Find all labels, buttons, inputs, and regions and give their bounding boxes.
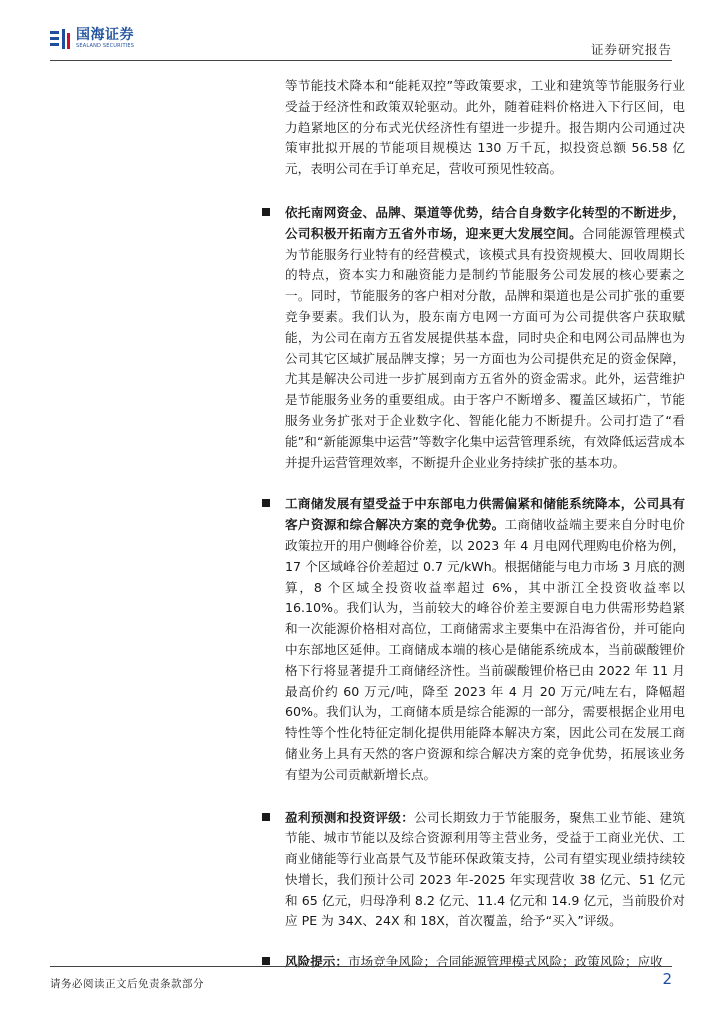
section-southern-grid <box>285 203 685 473</box>
section-heading: 盈利预测和投资评级： <box>285 809 415 825</box>
section-body: 公司长期致力于节能服务，聚焦工业节能、建筑节能、城市节能以及综合资源利用等主营业务，受益于工商业光伏、工商业储能等行业高景气及节能环保政策支持，公司有望实现业绩持续较快增长，我们预计公司 2023 年-2025 年实现营收 38 亿元、51 亿元和 65 亿元，归母净利 8.2 亿元、11.4 亿元和 14.9 亿元，当前股价对应 PE 为 34X、24X 和 18X，首次覆盖，给予“买入”评级。 <box>285 809 686 929</box>
footer-divider <box>50 966 672 967</box>
document-type-label: 证券研究报告 <box>590 42 672 57</box>
section-body: 工商储收益端主要来自分时电价政策拉开的用户侧峰谷价差，以 2023 年 4 月电网代理购电价格为例，17 个区域峰谷价差超过 0.7 元/kWh。根据储能与电力市场 3 月底的测算，8 个区域全投资收益率超过 6%，其中浙江全投资收益率以 16.10%。我们认为，当前较大的峰谷价差主要源自电力供需形势趋紧和一次能源价格相对高位，工商储需求主要集中在沿海省份，并可能向中东部地区延伸。工商储成本端的核心是储能系统成本，当前碳酸锂价格下行将显著提升工商储经济性。当前碳酸锂价格已由 2022 年 11 月最高价约 60 万元/吨，降至 2023 年 4 月 20 万元/吨左右，降幅超 60%。我们认为，工商储本质是综合能源的一部分，需要根据企业用电特性等个性化特征定制化提供用能降本解决方案，因此公司在发展工商储业务上具有天然的客户资源和综合解决方案的竞争优势，拓展该业务有望为公司贡献新增长点。 <box>285 517 686 782</box>
intro-paragraph: 等节能技术降本和“能耗双控”等政策要求，工业和建筑等节能服务行业受益于经济性和政策双轮驱动。此外，随着硅料价格进入下行区间，电力趋紧地区的分布式光伏经济性有望进一步提升。报告期内公司通过决策审批拟开展的节能项目规模达 130 万千瓦，拟投资总额 56.58 亿元，表明公司在手订单充足，营收可预见性较高。 <box>285 78 685 177</box>
logo-chinese-name: 国海证券 <box>76 27 134 43</box>
report-body <box>285 76 685 973</box>
section-heading: 风险提示： <box>285 954 348 970</box>
sealand-logo-icon <box>50 29 72 49</box>
logo-english-name: SEALAND SECURITIES <box>76 43 135 49</box>
bullet-square-icon <box>262 208 270 216</box>
page-number: 2 <box>662 970 672 988</box>
disclaimer-note: 请务必阅读正文后免责条款部分 <box>50 978 204 990</box>
company-logo <box>50 28 134 49</box>
header-divider <box>50 60 672 61</box>
section-commercial-storage <box>285 494 685 785</box>
section-forecast-rating <box>285 808 685 933</box>
bullet-square-icon <box>262 813 270 821</box>
section-body: 市场竞争风险；合同能源管理模式风险；政策风险；应收 <box>347 954 663 970</box>
section-heading: 工商储发展有望受益于中东部电力供需偏紧和储能系统降本，公司具有客户资源和综合解决方案的竞争优势。 <box>285 496 685 533</box>
bullet-square-icon <box>262 499 270 507</box>
bullet-square-icon <box>262 957 270 965</box>
section-body: 合同能源管理模式为节能服务行业特有的经营模式，该模式具有投资规模大、回收周期长的特点，资本实力和融资能力是制约节能服务公司发展的核心要素之一。同时，节能服务的客户相对分散，品牌和渠道也是公司扩张的重要竞争要素。我们认为，股东南方电网一方面可为公司提供客户获取赋能，为公司在南方五省发展提供基本盘，同时央企和电网公司品牌也为公司其它区域扩展品牌支撑；另一方面也为公司提供充足的资金保障，尤其是解决公司进一步扩展到南方五省外的资金需求。此外，运营维护是节能服务业务的重要组成。由于客户不断增多、覆盖区域拓广，节能服务业务扩张对于企业数字化、智能化能力不断提升。公司打造了“看能”和“新能源集中运营”等数字化集中运营管理系统，有效降低运营成本并提升运营管理效率，不断提升企业业务持续扩张的基本功。 <box>285 225 686 470</box>
page-footer <box>50 966 672 1006</box>
section-heading: 依托南网资金、品牌、渠道等优势，结合自身数字化转型的不断进步，公司积极开拓南方五省外市场，迎来更大发展空间。 <box>285 204 685 241</box>
page-header <box>0 0 724 62</box>
